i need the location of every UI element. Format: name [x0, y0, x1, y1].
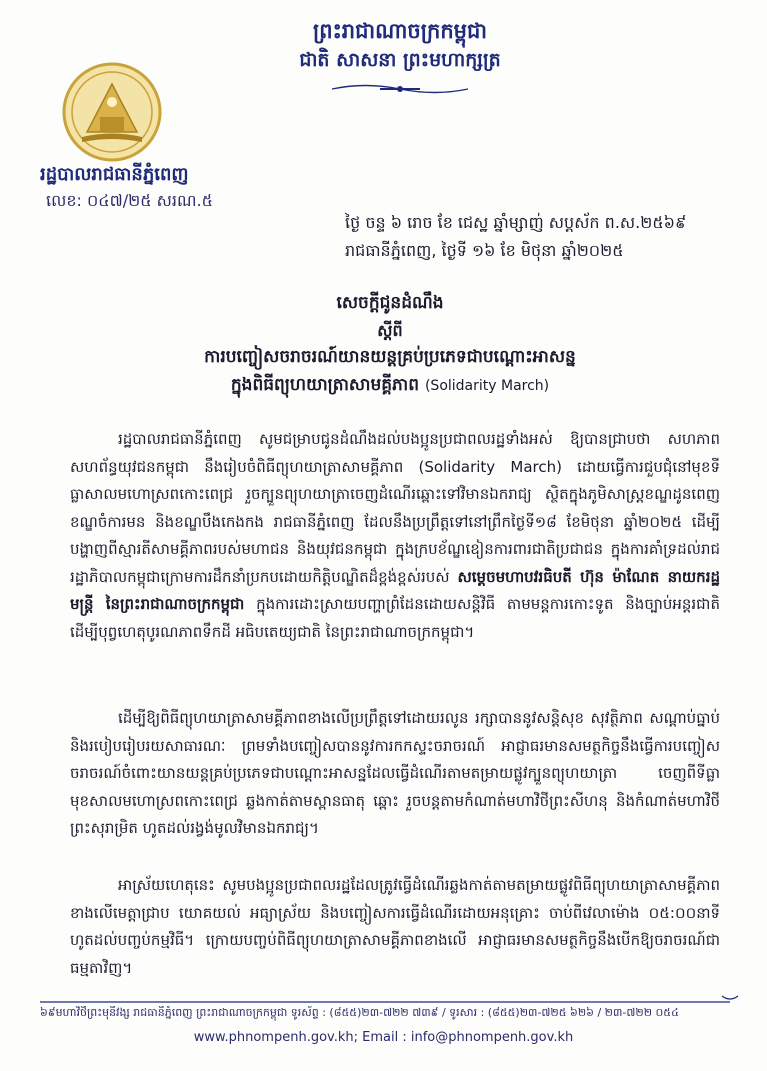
prime-minister-name: សម្តេចមហាបវរធិបតី ហ៊ុន ម៉ាណែត នាយករដ្ឋមន្ត្រី នៃព្រះរាជាណាចក្រកម្ពុជា — [70, 567, 720, 613]
notice-subject-khmer: ក្នុងពិធីព្យុហយាត្រាសាមគ្គីភាព — [230, 375, 420, 395]
paragraph-1-text-end: ក្នុងការដោះស្រាយបញ្ហាព្រំដែនដោយសន្តិវិធី តាមមន្តការកោះទូត និងច្បាប់អន្តរជាតិ ដើម្បីបុព្វហេតុបូរណភាពទឹកដី អធិបតេយ្យជាតិ នៃព្រះរាជាណាចក្រកម្ពុជា។ — [70, 595, 720, 641]
issuer-name: រដ្ឋបាលរាជធានីភ្នំពេញ — [40, 164, 189, 185]
paragraph-3-text: អាស្រ័យហេតុនេះ សូមបងប្អូនប្រជាពលរដ្ឋដែលត្រូវធ្វើដំណើរឆ្លងកាត់តាមតម្រាយផ្លូវពិធីព្យុហយាត្រាសាមគ្គីភាពខាងលើមេត្តាជ្រាប យោគយល់ អធ្យាស្រ័យ និងបញ្ចៀសការធ្វើដំណើរដោយអនុគ្រោះ ចាប់ពីវេលាម៉ោង ០៥:០០នាទី ហូតដល់បញ្ចប់កម្មវិធី។ ក្រោយបញ្ចប់ពិធីព្យុហយាត្រាសាមគ្គីភាពខាងលើ អាជ្ញាធរមានសមត្ថកិច្ចនឹងបើកឱ្យចរាចរណ៍ជាធម្មតាវិញ។ — [70, 876, 720, 977]
notice-subject-english: (Solidarity March) — [424, 378, 550, 394]
kingdom-heading: ព្រះរាជាណាចក្រកម្ពុជា — [312, 19, 487, 43]
body-paragraph-3 — [70, 872, 720, 982]
phnom-penh-seal-logo — [62, 62, 162, 162]
paragraph-1-text: រដ្ឋបាលរាជធានីភ្នំពេញ សូមជម្រាបជូនដំណឹងដល់បងប្អូនប្រជាពលរដ្ឋទាំងអស់ ឱ្យបានជ្រាបថា សហភាពសហព័ន្ធយុវជនកម្ពុជា នឹងរៀបចំពិធីព្យុហយាត្រាសាមគ្គីភាព (Solidarity March) ដោយធ្វើការជួបជុំនៅមុខទីធ្លាសាលមហោស្រពកោះពេជ្រ រួចក្បួនព្យុហយាត្រាចេញដំណើរឆ្ពោះទៅវិមានឯករាជ្យ ស្ថិតក្នុងភូមិសាស្រ្តខណ្ឌដូនពេញ ខណ្ឌចំការមន និងខណ្ឌបឹងកេងកង រាជធានីភ្នំពេញ ដែលនឹងប្រព្រឹត្តទៅនៅព្រឹកថ្ងៃទី១៨ ខែមិថុនា ឆ្នាំ២០២៥ ដើម្បីបង្ហាញពីស្មារតីសាមគ្គីភាពរបស់មហាជន និងយុវជនកម្ពុជា ក្នុងក្របខ័ណ្ឌឧៀនការពារជាតិប្រជាជន ក្នុងការគាំទ្រដល់រាជរដ្ឋាភិបាលកម្ពុជាក្រោមការដឹកនាំប្រកបដោយកិត្តិបណ្ឌិតដ៏ខ្ពង់ខ្ពស់របស់ — [70, 430, 720, 586]
paragraph-2-text: ដើម្បីឱ្យពិធីព្យុហយាត្រាសាមគ្គីភាពខាងលើប្រព្រឹត្តទៅដោយរលូន រក្សាបាននូវសន្តិសុខ សុវត្ថិភាព សណ្ដាប់ធ្នាប់ និងរបៀបរៀបរយសាធារណៈ ព្រមទាំងបញ្ចៀសបាននូវការកកស្ទះចរាចរណ៍ អាជ្ញាធរមានសមត្ថកិច្ចនឹងធ្វើការបញ្ចៀសចរាចរណ៍ចំពោះយានយន្តគ្រប់ប្រភេទជាបណ្ដោះអាសន្នដែលធ្វើដំណើរតាមតម្រាយផ្លូវក្បួនព្យុហយាត្រា ចេញពីទីធ្លាមុខសាលមហោស្រពកោះពេជ្រ ឆ្លងកាត់តាមស្ពានធាតុ ឆ្ពោះ រួចបន្តតាមកំណាត់មហាវិថីព្រះសីហនុ និងកំណាត់មហាវិថីព្រះសុរាម្រិត ហូតដល់រង្វង់មូលវិមានឯករាជ្យ។ — [70, 709, 720, 837]
notice-title: សេចក្ដីជូនដំណឹង — [336, 293, 444, 313]
reference-number: លេខ: ០៤៧/២៥ សរណ.៥ — [46, 191, 213, 210]
footer-address: ៦៩មហាវិថីព្រះមុនីវង្ស រាជធានីភ្នំពេញ ព្រះរាជាណាចក្រកម្ពុជា ទូរស័ព្ទ : (៨៥៥)២៣-៧២២ ៧៣៩ / ទូរសារ : (៨៥៥)២៣-៧២៥ ៦២៦ / ២៣-៧២២ ០៥៤ — [40, 1006, 679, 1019]
notice-subject-line-1: ការបញ្ចៀសចរាចរណ៍យានយន្តគ្រប់ប្រភេទជាបណ្ដោះអាសន្ន — [204, 347, 576, 367]
notice-subject-label: ស្ដីពី — [377, 321, 403, 340]
body-paragraph-1 — [70, 426, 720, 646]
national-motto: ជាតិ សាសនា ព្រះមហាក្សត្រ — [299, 49, 501, 71]
lunar-date: ថ្ងៃ ចន្ទ ៦ រោច ខែ ជេស្ឋ ឆ្នាំម្សាញ់ សប្តស័ក ព.ស.២៥៦៩ — [345, 213, 687, 232]
notice-subject-line-2 — [110, 374, 670, 399]
solar-date: រាជធានីភ្នំពេញ, ថ្ងៃទី ១៦ ខែ មិថុនា ឆ្នាំ២០២៥ — [345, 241, 624, 260]
body-paragraph-2 — [70, 705, 720, 843]
footer-website-email: www.phnompenh.gov.kh; Email : info@phnompenh.gov.kh — [193, 1030, 574, 1045]
flourish-ornament — [330, 82, 470, 96]
